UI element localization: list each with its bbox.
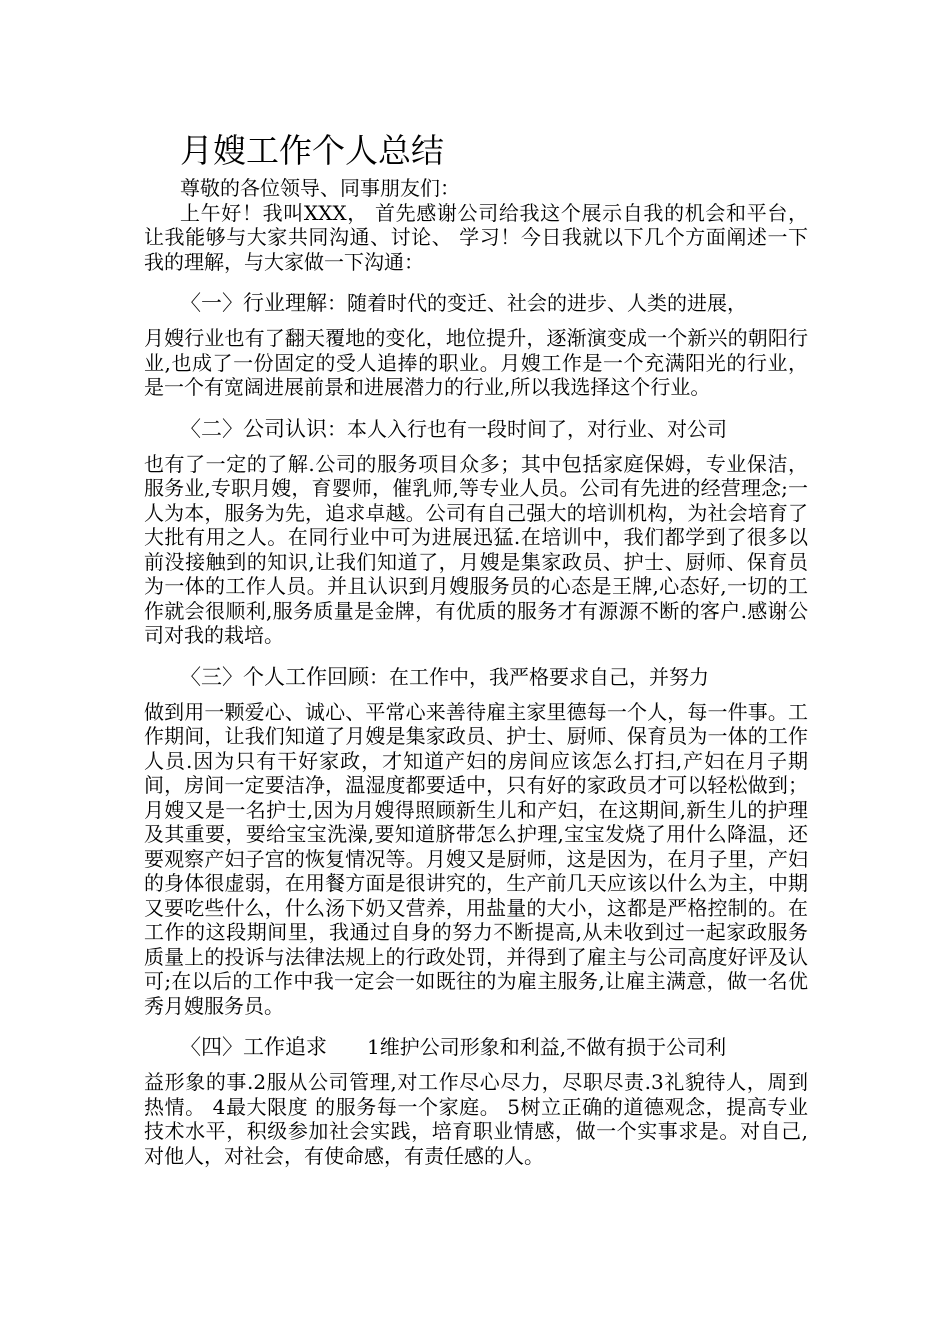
section-body: 也有了一定的了解.公司的服务项目众多；其中包括家庭保姆，专业保洁，服务业,专职月嫂，育婴师，催乳师,等专业人员。公司有先进的经营理念;一人为本，服务为先，追求卓越。公司有自己强大的培训机构，为社会培育了大批有用之人。在同行业中可为进展迅猛.在培训中，我们都学到了很多以前没接触到的知识,让我们知道了，月嫂是集家政员、护士、厨师、保育员为一体的工作人员。并且认识到月嫂服务员的心态是王牌,心态好,一切的工作就会很顺利,服务质量是金牌，有优质的服务才有源源不断的客户.感谢公司对我的栽培。 [144,451,808,647]
section-review [144,660,808,1019]
intro-paragraph: 上午好！我叫XXX， 首先感谢公司给我这个展示自我的机会和平台，让我能够与大家共同沟通、讨论、 学习！今日我就以下几个方面阐述一下我的理解，与大家做一下沟通： [144,200,808,274]
section-body: 月嫂行业也有了翻天覆地的变化，地位提升，逐渐演变成一个新兴的朝阳行业,也成了一份固定的受人追捧的职业。月嫂工作是一个充满阳光的行业，是一个有宽阔进展前景和进展潜力的行业,所以我选择这个行业。 [144,326,808,399]
section-first-line [144,286,808,320]
section-heading: 〈三〉个人工作回顾 [180,664,369,689]
section-separator: ： [327,291,347,315]
section-heading: 〈四〉工作追求 [180,1035,327,1059]
section-pursuit [144,1030,808,1168]
document-page [144,128,808,1168]
section-lead-text: 随着时代的变迁、社会的进步、人类的进展， [347,291,747,315]
section-first-line [144,412,808,446]
section-industry [144,286,808,400]
section-lead-text: 本人入行也有一段时间了，对行业、对公司 [347,416,727,441]
section-heading: 〈一〉行业理解 [180,291,327,315]
section-separator: ： [327,416,347,441]
section-lead-text: 在工作中，我严格要求自己，并努力 [389,664,709,689]
section-lead-text: 1维护公司形象和利益,不做有损于公司利 [367,1035,727,1059]
section-first-line [144,1030,808,1064]
greeting: 尊敬的各位领导、同事朋友们： [180,176,460,200]
section-body: 做到用一颗爱心、诚心、平常心来善待雇主家里德每一个人，每一件事。工作期间，让我们知道了月嫂是集家政员、护士、厨师、保育员为一体的工作人员.因为只有干好家政，才知道产妇的房间应该怎么打扫,产妇在月子期间，房间一定要洁净，温湿度都要适中，只有好的家政员才可以轻松做到；月嫂又是一名护士,因为月嫂得照顾新生儿和产妇，在这期间,新生儿的护理及其重要，要给宝宝洗澡,要知道脐带怎么护理,宝宝发烧了用什么降温，还要观察产妇子宫的恢复情况等。月嫂又是厨师，这是因为，在月子里，产妇的身体很虚弱，在用餐方面是很讲究的，生产前几天应该以什么为主，中期又要吃些什么，什么汤下奶又营养，用盐量的大小，这都是严格控制的。在工作的这段期间里，我通过自身的努力不断提高,从未收到过一起家政服务质量上的投诉与法律法规上的行政处罚，并得到了雇主与公司高度好评及认可;在以后的工作中我一定会一如既往的为雇主服务,让雇主满意，做一名优秀月嫂服务员。 [144,699,808,1018]
section-separator: ： [369,664,389,689]
section-first-line [144,660,808,694]
section-body: 益形象的事.2服从公司管理,对工作尽心尽力，尽职尽责.3礼貌待人，周到热情。 4最大限度 的服务每一个家庭。 5树立正确的道德观念，提高专业技术水平，积级参加社会实践，培育职业情感，做一个实事求是。对自己,对他人，对社会，有使命感，有责任感的人。 [144,1070,808,1168]
section-company [144,412,808,648]
document-title: 月嫂工作个人总结 [180,131,444,170]
section-heading: 〈二〉公司认识 [180,416,327,441]
